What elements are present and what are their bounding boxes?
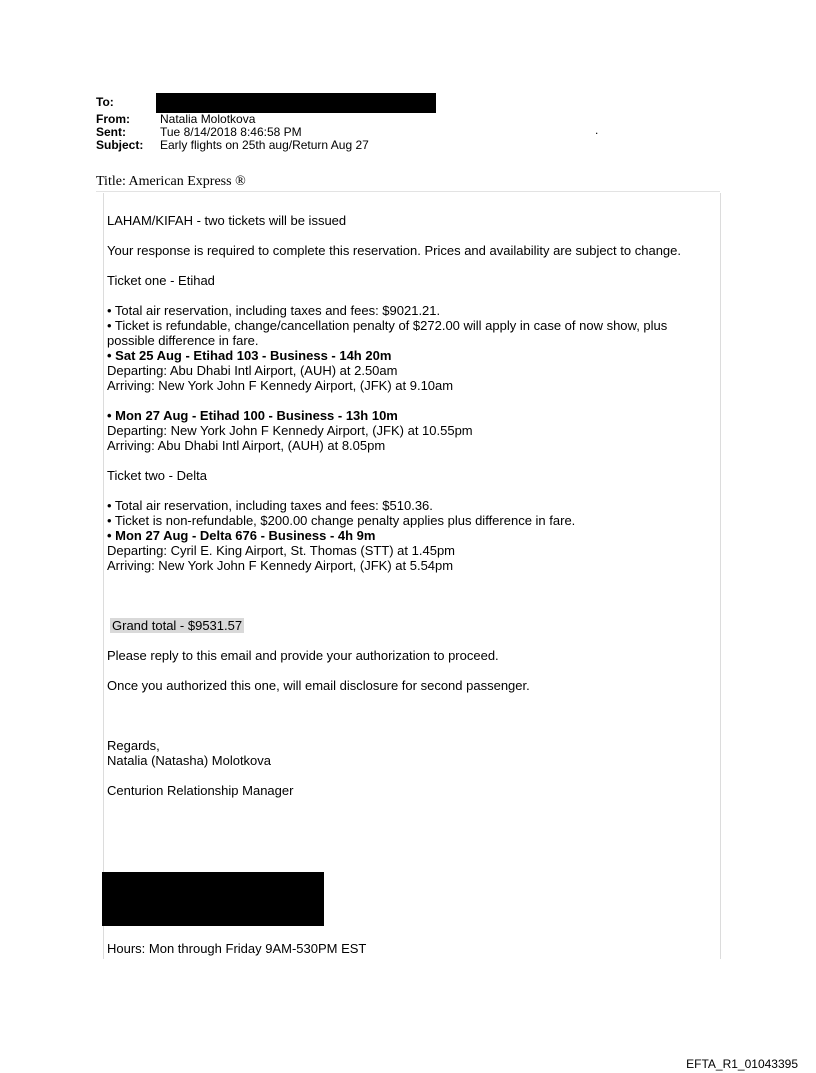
- ticket-one-flight1-summary: • Sat 25 Aug - Etihad 103 - Business - 14h 20m: [107, 348, 392, 363]
- ticket-two-flight1-departing: Departing: Cyril E. King Airport, St. Thomas (STT) at 1.45pm: [107, 543, 455, 558]
- regards: Regards,: [107, 738, 160, 753]
- ticket-one-flight2-departing: Departing: New York John F Kennedy Airport, (JFK) at 10.55pm: [107, 423, 473, 438]
- reply-request: Please reply to this email and provide your authorization to proceed.: [107, 648, 499, 663]
- from-label: From:: [96, 112, 130, 126]
- subject-label: Subject:: [96, 138, 144, 152]
- ticket-two-heading: Ticket two - Delta: [107, 468, 207, 483]
- ticket-two-total: • Total air reservation, including taxes and fees: $510.36.: [107, 498, 433, 513]
- sent-label: Sent:: [96, 125, 126, 139]
- ticket-one-policy: • Ticket is refundable, change/cancellation penalty of $272.00 will apply in case of now show, plus possible difference in fare.: [107, 318, 668, 348]
- ticket-one-flight1-departing: Departing: Abu Dhabi Intl Airport, (AUH) at 2.50am: [107, 363, 398, 378]
- ticket-one-heading: Ticket one - Etihad: [107, 273, 215, 288]
- title-divider: [96, 191, 720, 192]
- document-title: Title: American Express ®: [96, 174, 246, 189]
- subject-row: [96, 139, 436, 152]
- from-value: Natalia Molotkova: [160, 112, 256, 126]
- ticket-two-flight1-arriving: Arriving: New York John F Kennedy Airport, (JFK) at 5.54pm: [107, 558, 454, 573]
- email-header: [96, 96, 436, 152]
- document-id: EFTA_R1_01043395: [686, 1057, 798, 1071]
- signature-redaction: [102, 872, 324, 926]
- ticket-one-flight1-arriving: Arriving: New York John F Kennedy Airport, (JFK) at 9.10am: [107, 378, 454, 393]
- ticket-one-flight2-arriving: Arriving: Abu Dhabi Intl Airport, (AUH) at 8.05pm: [107, 438, 386, 453]
- sent-value: Tue 8/14/2018 8:46:58 PM: [160, 125, 302, 139]
- grand-total: Grand total - $9531.57: [112, 618, 243, 633]
- response-note: Your response is required to complete this reservation. Prices and availability are subject to change.: [107, 243, 681, 258]
- stray-mark: .: [595, 123, 599, 137]
- to-redaction: [156, 93, 436, 113]
- intro-line: LAHAM/KIFAH - two tickets will be issued: [107, 213, 347, 228]
- disclosure-note: Once you authorized this one, will email disclosure for second passenger.: [107, 678, 530, 693]
- subject-value: Early flights on 25th aug/Return Aug 27: [160, 138, 369, 152]
- to-label: To:: [96, 95, 114, 109]
- ticket-one-total: • Total air reservation, including taxes and fees: $9021.21.: [107, 303, 441, 318]
- office-hours: Hours: Mon through Friday 9AM-530PM EST: [107, 941, 367, 956]
- signature-role: Centurion Relationship Manager: [107, 783, 294, 798]
- ticket-one-flight2-summary: • Mon 27 Aug - Etihad 100 - Business - 13h 10m: [107, 408, 398, 423]
- ticket-two-flight1-summary: • Mon 27 Aug - Delta 676 - Business - 4h 9m: [107, 528, 376, 543]
- message-body: [107, 213, 717, 798]
- ticket-two-policy: • Ticket is non-refundable, $200.00 change penalty applies plus difference in fare.: [107, 513, 576, 528]
- to-row: [96, 96, 436, 113]
- signature-name: Natalia (Natasha) Molotkova: [107, 753, 272, 768]
